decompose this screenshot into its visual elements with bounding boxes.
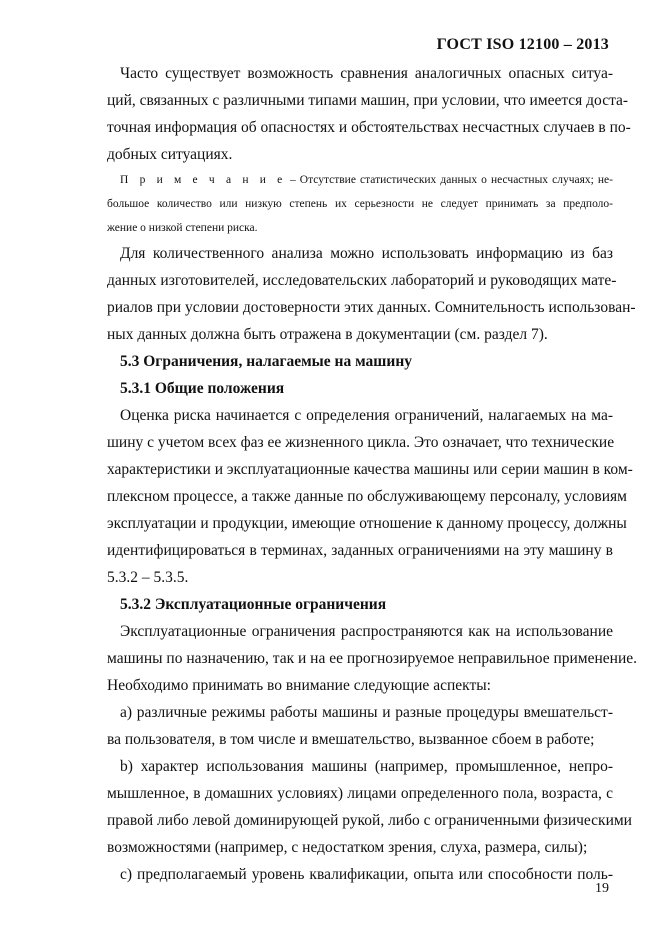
list-item-c (107, 861, 613, 888)
text-line: Эксплуатационные ограничения распространяются как на использование (120, 623, 613, 640)
text-line: c) предполагаемый уровень квалификации, опыта или способности поль- (120, 866, 613, 883)
text-line: возможностями (например, с недостатком зрения, слуха, размера, силы); (107, 839, 588, 856)
note-block (107, 168, 613, 240)
text-line: эксплуатации и продукции, имеющие отношение к данному процессу, должны (107, 515, 627, 532)
section-heading-5-3: 5.3 Ограничения, налагаемые на машину (120, 353, 412, 370)
note-text: – Отсутствие статистических данных о несчастных случаях; не- (285, 174, 613, 186)
text-line: ных данных должна быть отражена в документации (см. раздел 7). (107, 326, 548, 343)
text-line: ций, связанных с различными типами машин, при условии, что имеется доста- (107, 92, 629, 109)
text-line: характеристики и эксплуатационные качества машины или серии машин в ком- (107, 461, 633, 478)
text-line: машины по назначению, так и на ее прогнозируемое неправильное применение. (107, 650, 638, 667)
text-line: Для количественного анализа можно использовать информацию из баз (120, 245, 613, 262)
paragraph-quantitative (107, 240, 636, 348)
page-body (107, 60, 638, 888)
note-label: П р и м е ч а н и е (120, 174, 286, 186)
note-line: жение о низкой степени риска. (107, 222, 258, 234)
text-line: мышленное, в домашних условиях) лицами определенного пола, возраста, с (107, 785, 613, 802)
text-line: плексном процессе, а также данные по обслуживающему персоналу, условиям (107, 488, 627, 505)
text-line: 5.3.2 – 5.3.5. (107, 569, 189, 586)
paragraph-comparison (107, 60, 631, 168)
text-line: добных ситуациях. (107, 146, 233, 163)
standard-header: ГОСТ ISO 12100 – 2013 (436, 36, 609, 53)
text-line: Часто существует возможность сравнения аналогичных опасных ситуа- (120, 65, 613, 82)
text-line: риалов при условии достоверности этих данных. Сомнительность использован- (107, 299, 636, 316)
text-line: идентифицироваться в терминах, заданных ограничениями на эту машину в (107, 542, 613, 559)
section-heading-5-3-1: 5.3.1 Общие положения (120, 380, 285, 397)
text-line: b) характер использования машины (например, промышленное, непро- (120, 758, 613, 775)
text-line: ва пользователя, в том числе и вмешательство, вызванное сбоем в работе; (107, 731, 595, 748)
text-line: a) различные режимы работы машины и разные процедуры вмешательст- (120, 704, 613, 721)
list-item-b (107, 753, 632, 861)
page-number: 19 (595, 881, 609, 896)
text-line: Оценка риска начинается с определения ограничений, налагаемых на ма- (120, 407, 613, 424)
text-line: точная информация об опасностях и обстоятельствах несчастных случаев в по- (107, 119, 631, 136)
paragraph-operational-limits (107, 618, 638, 699)
list-item-a (107, 699, 613, 753)
paragraph-risk-assessment (107, 402, 633, 591)
note-line: большое количество или низкую степень их серьезности не следует принимать за предполо- (107, 198, 613, 210)
text-line: правой либо левой доминирующей рукой, либо с ограниченными физическими (107, 812, 632, 829)
note-line (107, 168, 613, 192)
text-line: шину с учетом всех фаз ее жизненного цикла. Это означает, что технические (107, 434, 615, 451)
text-line: данных изготовителей, исследовательских лабораторий и руководящих мате- (107, 272, 617, 289)
text-line: Необходимо принимать во внимание следующие аспекты: (107, 677, 491, 694)
section-heading-5-3-2: 5.3.2 Эксплуатационные ограничения (120, 596, 387, 613)
